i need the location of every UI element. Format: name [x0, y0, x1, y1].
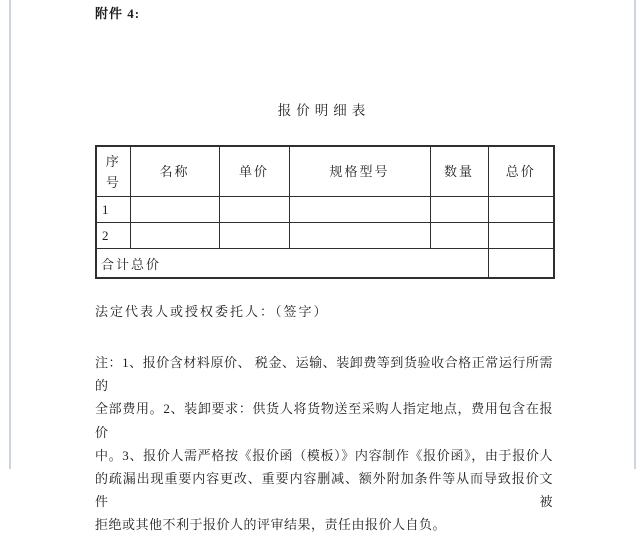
note-line: 拒绝或其他不利于报价人的评审结果，责任由报价人自负。 — [95, 517, 447, 533]
row-index-cell: 1 — [96, 197, 130, 223]
col-header-spec-model: 规格型号 — [289, 146, 430, 197]
total-price-cell — [488, 223, 554, 249]
attachment-label: 附件 4: — [95, 6, 141, 21]
col-header-name: 名称 — [130, 146, 219, 197]
col-header-unit-price: 单价 — [219, 146, 289, 197]
col-header-total-price: 总价 — [488, 146, 554, 197]
table-total-row — [96, 249, 554, 279]
total-label-cell: 合计总价 — [96, 249, 488, 279]
row-index-cell: 2 — [96, 223, 130, 249]
total-price-cell — [488, 197, 554, 223]
page-edge-left — [9, 0, 11, 469]
unit-price-cell — [219, 223, 289, 249]
note-line: 中。3、报价人需严格按《报价函（模板）》内容制作《报价函》，由于报价人 — [95, 447, 553, 463]
total-value-cell — [488, 249, 554, 279]
note-line: 全部费用。2、装卸要求：供货人将货物送至采购人指定地点，费用包含在报价 — [95, 401, 553, 440]
unit-price-cell — [219, 197, 289, 223]
col-header-no: 序号 — [96, 146, 130, 197]
quantity-cell — [430, 223, 488, 249]
note-line: 注：1、报价含材料原价、 税金、运输、装卸费等到货验收合格正常运行所需的 — [95, 355, 553, 394]
spec-model-cell — [289, 223, 430, 249]
document-title: 报价明细表 — [277, 103, 371, 118]
page-edge-right — [634, 0, 636, 469]
notes-paragraph — [95, 351, 553, 537]
spec-model-cell — [289, 197, 430, 223]
name-cell — [130, 197, 219, 223]
quotation-table — [95, 145, 555, 279]
signature-line: 法定代表人或授权委托人：（签字） — [95, 304, 329, 319]
table-row — [96, 223, 554, 249]
table-header-row — [96, 146, 554, 197]
table-row — [96, 197, 554, 223]
note-line: 的疏漏出现重要内容更改、重要内容删减、额外附加条件等从而导致报价文件被 — [95, 471, 553, 510]
col-header-quantity: 数量 — [430, 146, 488, 197]
quantity-cell — [430, 197, 488, 223]
name-cell — [130, 223, 219, 249]
